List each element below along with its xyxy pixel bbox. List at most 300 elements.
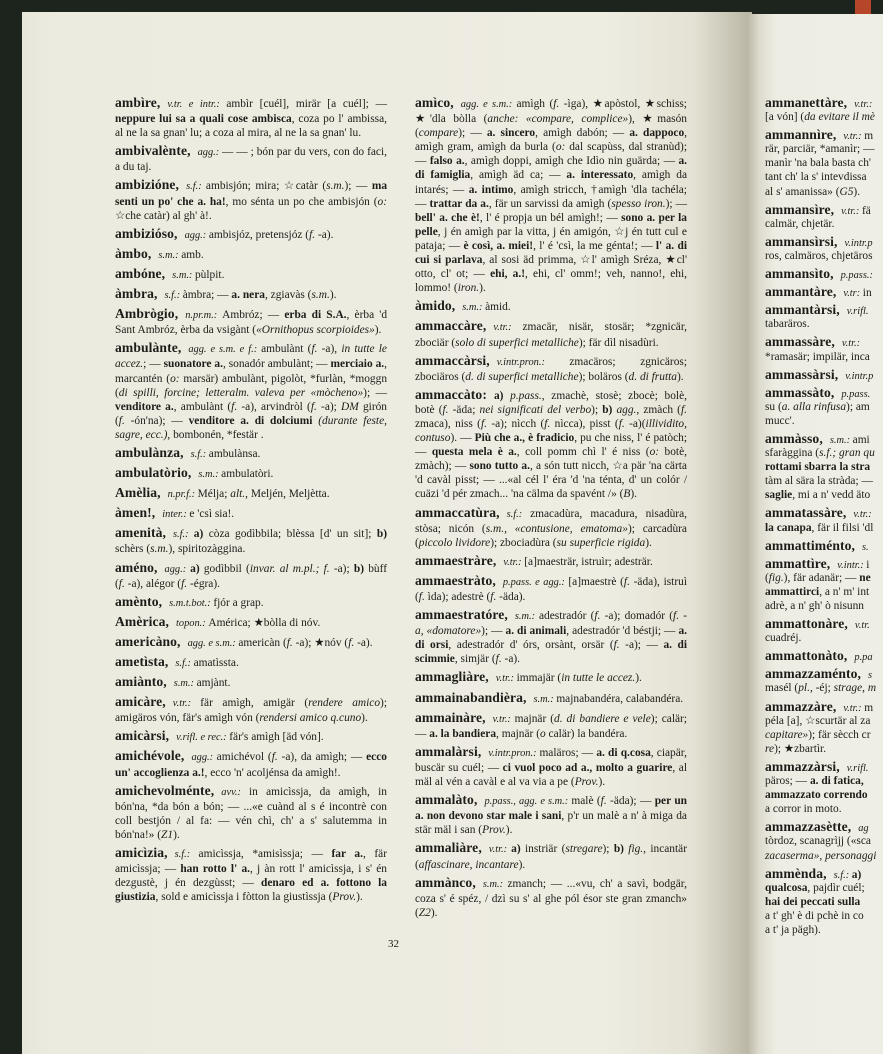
headword: ammazzasètte, — [765, 819, 852, 835]
text-line — [765, 585, 883, 599]
entry-text: tabaräros. — [765, 318, 810, 331]
text-line — [765, 203, 883, 217]
text-line — [765, 350, 883, 364]
entry-text: adestradór ( — [539, 610, 595, 623]
bold-phrase: a) — [851, 868, 862, 881]
entry-text: majnabandéra, calabandéra. — [556, 692, 684, 705]
entry-text: , a són tutt nicch, ☆a pär 'na cärta 'd cavàl pisst; — ...«al cél l' éra 'd 'na ténta, d' un colór / cuäzi 'd pér zmach... 'na cälma da spavént /» ( — [415, 460, 687, 501]
entry-text: ). — [676, 370, 684, 383]
bold-phrase: a. di orsi — [415, 625, 687, 652]
headword: ambulànza, — [115, 444, 184, 460]
headword: Amèlia, — [115, 485, 161, 501]
dictionary-entry — [115, 341, 387, 442]
headword: àmen!, — [115, 505, 156, 521]
dictionary-entry — [415, 388, 687, 502]
entry-text: maläros; — — [539, 746, 597, 759]
text-line — [765, 714, 883, 728]
part-of-speech: v.tr: — [843, 288, 863, 300]
text-line — [765, 760, 883, 774]
entry-text: , a n' m' int — [819, 585, 870, 598]
text-line — [765, 432, 883, 446]
entry-text: ambisjóz, pretensjóz ( — [208, 228, 310, 241]
italic-text: s.m. — [311, 289, 330, 302]
entry-text: [a]maestrè ( — [568, 575, 624, 588]
part-of-speech: v.intr.pron.: — [488, 747, 540, 759]
italic-text: s.m. — [150, 543, 169, 556]
text-line — [765, 649, 883, 663]
bold-phrase: b) — [376, 528, 387, 541]
part-of-speech: p.pass. e agg.: — [502, 576, 569, 588]
italic-text: f. — [442, 403, 449, 416]
italic-text: Z1 — [161, 828, 174, 841]
bold-phrase: han rotto l' a. — [180, 863, 250, 876]
entry-text: , coza po l' ambissa, al ne la sa gnan' lu; a coza al mira, al ne la sa gnan' lu. — [115, 113, 387, 140]
part-of-speech: agg.: — [164, 563, 191, 575]
dictionary-entry — [115, 526, 387, 556]
headword: ambizióne, — [115, 177, 180, 193]
bold-phrase: erba di S.A. — [284, 309, 347, 322]
headword: ammainabandièra, — [415, 689, 527, 705]
part-of-speech: v.rifl. e rec.: — [176, 732, 230, 744]
entry-text: ); fär sècch cr — [808, 728, 871, 741]
entry-text: amìgh ( — [516, 98, 554, 110]
part-of-speech: s.f.: — [173, 529, 194, 541]
entry-text: -äda; — [448, 403, 480, 416]
italic-text: in tutte le accez. — [561, 672, 636, 685]
entry-text: cuadréj. — [765, 632, 802, 645]
italic-text: o: — [170, 372, 184, 385]
entry-text: ros, calmäros, chjetäros — [765, 249, 873, 262]
entry-text: , fär il filsi 'dl — [811, 521, 874, 534]
bold-phrase: b) — [353, 562, 369, 575]
entry-text: , l' é propja un bél amìgh!; — — [479, 211, 622, 224]
headword: ammaccàto: — [415, 386, 487, 402]
entry-text: -ón'na); — — [124, 414, 189, 427]
italic-text: «Ornithopus scorpioides» — [256, 324, 375, 337]
italic-text: d. di bandiere e vele — [554, 712, 651, 725]
bookmark-tab — [855, 0, 871, 14]
italic-text: f. — [231, 400, 238, 413]
dictionary-entry — [115, 729, 387, 745]
italic-text: o: — [377, 195, 388, 208]
dictionary-entry — [115, 287, 387, 303]
italic-text: re — [765, 742, 775, 755]
dictionary-entry — [115, 144, 387, 174]
entry-text: amb. — [181, 248, 204, 261]
text-line — [765, 599, 883, 613]
bold-phrase: a. di q.cosa — [596, 746, 651, 759]
part-of-speech: agg.: — [184, 229, 209, 241]
part-of-speech: v.tr.: — [841, 338, 861, 350]
italic-text: f. — [600, 795, 607, 808]
part-of-speech: p.pa — [854, 652, 873, 664]
dictionary-entry — [115, 595, 387, 611]
entry-text: al s' amanissa» ( — [765, 185, 840, 198]
italic-text: f. — [418, 591, 425, 603]
italic-text: invar. al m.pl.; f. — [249, 562, 330, 575]
entry-text: àmid. — [485, 301, 511, 314]
entry-text: , ehi, cl' omm!; veh, nanno!, ehi, lommo! ( — [415, 268, 687, 295]
italic-text: f. — [309, 228, 316, 241]
headword: àmbra, — [115, 286, 158, 302]
headword: ammaestratóre, — [415, 607, 508, 623]
text-line — [765, 317, 883, 331]
entry-text: , fär un sarvissi da amìgh ( — [488, 197, 612, 210]
bold-phrase: a) — [193, 528, 209, 541]
bold-phrase: a. di famiglia — [415, 155, 687, 182]
bold-phrase: a. sincero — [486, 127, 536, 140]
entry-text: rär, parciär, *amanìr; — — [765, 143, 875, 156]
part-of-speech: s.m.: — [173, 678, 197, 690]
entry-text: -a)( — [624, 417, 646, 430]
italic-text: anche: «compare, complice» — [487, 113, 629, 126]
headword: ambivalènte, — [115, 143, 191, 159]
part-of-speech: s.m.: — [482, 878, 508, 890]
entry-text: ); — — [665, 197, 687, 210]
italic-text: nei significati del verbo — [479, 403, 592, 416]
entry-text: [a]maesträr, istruìr; adesträr. — [524, 555, 653, 568]
headword: ammannìre, — [765, 127, 837, 143]
dictionary-entry — [115, 675, 387, 691]
entry-text: ). — [356, 891, 363, 904]
italic-text: f. — [271, 751, 278, 764]
dictionary-entry — [415, 745, 687, 789]
part-of-speech: v.tr. e intr.: — [167, 99, 227, 110]
entry-text: mucc'. — [765, 414, 795, 427]
entry-text: , amìgh da intarés; — — [415, 169, 687, 196]
headword: ambulànte, — [115, 340, 182, 356]
entry-text: ). — [645, 536, 652, 549]
entry-text: -a); nìcch ( — [486, 417, 545, 430]
page-number: 32 — [388, 938, 399, 950]
bold-phrase: b) — [602, 403, 617, 416]
entry-text: -a); ★nóv ( — [292, 636, 349, 649]
part-of-speech: v.intr.p — [844, 237, 873, 249]
bold-phrase: ecco un' accoglienza a.! — [115, 751, 387, 779]
entry-text: -a), da amìgh; — — [277, 751, 367, 764]
entry-text: — — ; bón par du vers, con do faci, a du taj. — [115, 146, 387, 174]
entry-text: ). — [173, 828, 180, 841]
italic-text: f. — [495, 653, 502, 666]
entry-text: fä — [861, 204, 871, 217]
text-line — [765, 802, 883, 816]
bold-phrase: hai dei peccati sulla — [765, 895, 861, 908]
dictionary-entry — [115, 486, 387, 502]
entry-text: ). — [630, 488, 638, 501]
italic-text: f. — [623, 575, 630, 588]
entry-text: m — [864, 701, 874, 714]
bold-phrase: a) — [190, 562, 204, 575]
entry-text: tòrdoz, scanagrìjj («sca — [765, 835, 871, 848]
part-of-speech: ag — [858, 823, 869, 835]
bold-phrase: ne — [859, 571, 871, 584]
entry-text: , -éj; — [809, 682, 834, 695]
headword: ammènda, — [765, 865, 827, 881]
dictionary-entry — [415, 354, 687, 384]
entry-text: -a), arvindròl ( — [237, 400, 311, 413]
italic-text: capitare» — [765, 728, 809, 741]
entry-text: ); amigäros vón, fär's amìgh vón ( — [115, 697, 387, 725]
part-of-speech: s.m.: — [158, 249, 182, 261]
dictionary-entry — [115, 635, 387, 651]
entry-text: malè ( — [571, 795, 601, 808]
bold-phrase: a. di scimmie — [415, 639, 688, 666]
entry-text: , j én amìgh par la vitta, j én amigón, ☆j én tutt cul e pataja; — — [415, 225, 687, 252]
text-line — [765, 617, 883, 631]
entry-text: a corror in moto. — [765, 803, 842, 816]
headword: Ambrògio, — [115, 306, 179, 322]
headword: ambulatòrio, — [115, 465, 192, 481]
part-of-speech: agg. e s.m.: — [187, 637, 239, 649]
entry-text: , Meljén, Meljètta. — [245, 488, 330, 501]
dictionary-entry — [115, 96, 387, 140]
bold-phrase: trattar da a. — [429, 197, 489, 210]
entry-text: -égra). — [187, 577, 221, 590]
dictionary-entry — [115, 561, 387, 591]
headword: ammazzàre, — [765, 698, 837, 714]
italic-text: strage, m — [833, 682, 877, 695]
entry-text: marsär) ambulànt, pigolòt, *furlàn, *moggn ( — [115, 372, 388, 399]
dictionary-entry — [415, 574, 687, 604]
entry-text: , simjär ( — [454, 653, 496, 666]
headword: ammaestràre, — [415, 552, 497, 568]
text-line — [765, 834, 883, 848]
italic-text: Z2 — [418, 906, 431, 919]
bold-phrase: a. dappoco — [629, 127, 685, 140]
bold-phrase: suonatore a. — [163, 358, 223, 371]
headword: ambizióso, — [115, 225, 178, 241]
headword: amicàre, — [115, 694, 166, 710]
bold-phrase: a. nera — [231, 289, 265, 302]
entry-text: ☆che catàr) al gh' à!. — [115, 209, 212, 222]
bold-phrase: ci vuol poco ad a., molto a guarire — [502, 761, 673, 774]
italic-text: s.f.; gran qu — [819, 447, 875, 460]
text-line — [765, 571, 883, 585]
headword: ammatassàre, — [765, 505, 847, 521]
right-column — [765, 96, 883, 937]
bold-phrase: neppure lui sa a quali cose ambisca — [115, 113, 292, 126]
text-line — [765, 539, 883, 553]
italic-text: f. -a, «domatore» — [415, 610, 688, 638]
dictionary-entry — [415, 711, 687, 741]
headword: ammattonàre, — [765, 616, 848, 632]
headword: ammantàrsi, — [765, 302, 840, 318]
text-line — [765, 303, 883, 317]
dictionary-entry — [415, 691, 687, 707]
dictionary-entry — [115, 178, 387, 222]
text-line — [765, 128, 883, 142]
bold-phrase: bell' a. che è! — [415, 211, 480, 224]
entry-text: [a vón] ( — [765, 111, 805, 124]
headword: ammantàre, — [765, 284, 837, 300]
text-line — [765, 909, 883, 923]
entry-text: ). — [361, 712, 368, 725]
italic-text: f. — [118, 577, 125, 590]
part-of-speech: s.f.: — [190, 448, 209, 460]
headword: ammàsso, — [765, 430, 823, 446]
entry-text: ìda); adestrè ( — [424, 591, 491, 603]
text-line — [765, 521, 883, 535]
part-of-speech: s.m.t.bot.: — [169, 597, 214, 609]
part-of-speech: v.intr.pron.: — [496, 356, 570, 368]
part-of-speech: v.tr.: — [843, 702, 865, 714]
entry-text: in — [862, 287, 872, 300]
dictionary-entry — [415, 299, 687, 315]
entry-text: girón ( — [115, 400, 387, 427]
entry-text: ); calär; — — [415, 712, 688, 740]
entry-text: -äda), istruì ( — [415, 575, 688, 603]
entry-text: ); — [602, 843, 614, 856]
text-line — [765, 249, 883, 263]
italic-text: f. — [680, 403, 687, 416]
italic-text: iron. — [457, 282, 480, 295]
entry-text: e 'csì sia!. — [189, 508, 235, 521]
part-of-speech: agg. e s.m.: — [460, 99, 517, 110]
italic-text: solo di superfici metalliche — [455, 336, 579, 349]
dictionary-entry — [115, 784, 387, 842]
bold-phrase: venditore a. — [115, 400, 174, 413]
headword: ammattonàto, — [765, 648, 848, 664]
part-of-speech: agg.: — [197, 147, 222, 159]
entry-text: , fär amicìssja; — — [115, 848, 387, 876]
entry-text: , l' é 'csì, la me génta!; — — [533, 239, 656, 252]
italic-text: f. — [490, 591, 497, 603]
part-of-speech: s.f.: — [175, 658, 194, 669]
entry-text: ). — [430, 906, 438, 919]
part-of-speech: v.tr.: — [503, 556, 525, 568]
italic-text: piccolo lividore — [418, 536, 491, 549]
entry-text: godìbbil ( — [203, 562, 250, 575]
part-of-speech: p.pass. — [841, 388, 871, 400]
entry-text: majnär ( — [514, 712, 555, 725]
text-line — [765, 923, 883, 937]
headword: ammagliàre, — [415, 669, 489, 685]
text-line — [765, 285, 883, 299]
italic-text: in tutte le accez. — [115, 343, 387, 371]
entry-text: ami — [852, 433, 870, 446]
part-of-speech: p.pass.: — [840, 270, 873, 282]
part-of-speech: v.tr.: — [495, 673, 517, 685]
text-line — [765, 700, 883, 714]
entry-text: , sonadór ambulànt; — — [222, 358, 331, 371]
headword: ammaestràto, — [415, 572, 496, 588]
dictionary-entry — [415, 96, 687, 295]
part-of-speech: avv.: — [221, 786, 249, 798]
entry-text: -a); — [329, 562, 354, 575]
headword: amichévole, — [115, 748, 185, 764]
entry-text: còza godìbbila; blèssa [d' un sit]; — [208, 528, 377, 541]
text-line — [765, 557, 883, 571]
entry-text: -a), alégor ( — [124, 577, 182, 590]
entry-text: ); carcadùra ( — [415, 522, 687, 549]
middle-column — [415, 96, 687, 924]
bold-phrase: a. la bandiera — [429, 727, 497, 740]
headword: àmbo, — [115, 245, 152, 261]
italic-text: d. di frutta — [628, 370, 677, 383]
part-of-speech: v.tr.: — [488, 844, 512, 856]
entry-text: i — [866, 558, 870, 571]
entry-text: zmanch; — ...«vu, ch' a savì, bodgär, coza s' é spéz, / dzì su s' al ghe pól ésor ste gran zmanch» ( — [415, 877, 687, 919]
text-line — [765, 460, 883, 474]
bold-phrase: saglie — [765, 489, 793, 502]
dictionary-entry — [415, 876, 687, 920]
headword: ammaliàre, — [415, 840, 482, 856]
entry-text: dal scapùss, dal stranùd); — — [415, 141, 687, 168]
text-line — [765, 400, 883, 414]
entry-text: ambulànt ( — [261, 343, 312, 356]
entry-text: , bombonén, *festär . — [167, 428, 264, 441]
italic-text: f. — [348, 636, 355, 649]
part-of-speech: s.f.: — [506, 508, 531, 520]
italic-text: affascinare, incantare — [418, 858, 519, 871]
bold-phrase: venditore a. di dolciumi — [188, 414, 313, 427]
italic-text: f. — [118, 414, 125, 427]
italic-text: f. — [594, 610, 601, 623]
headword: amìco, — [415, 95, 454, 110]
entry-text: fär amìgh, amigär ( — [200, 697, 309, 710]
text-line — [765, 631, 883, 645]
part-of-speech: agg.: — [191, 752, 217, 764]
headword: ammalàto, — [415, 792, 478, 808]
entry-text: ). — [374, 324, 382, 337]
text-line — [765, 867, 883, 881]
entry-text: , amìgh stricch, †amìgh 'dla tachéla; — — [415, 183, 687, 210]
text-line — [765, 820, 883, 834]
italic-text: compare — [418, 127, 459, 140]
italic-text: f. — [311, 343, 318, 356]
bold-phrase: sono a. per la pelle — [415, 211, 687, 238]
entry-text: ( — [765, 571, 769, 584]
entry-text: -a). — [315, 228, 334, 241]
entry-text: zmacäros; zgnicäros; zbociäros ( — [415, 355, 687, 383]
entry-text: tant ch' la s' intevdissa — [765, 171, 867, 184]
entry-text: América; ★bòlla di nóv. — [208, 616, 321, 629]
entry-text: , zmàch ( — [636, 403, 681, 416]
text-line — [765, 156, 883, 170]
italic-text: f. — [553, 98, 560, 110]
entry-text: ambìr [cuél], mirär [a cuél]; — — [226, 98, 387, 110]
entry-text: ); am — [846, 400, 870, 413]
part-of-speech: s.m.: — [829, 434, 853, 446]
part-of-speech: v.rifl. — [846, 762, 869, 774]
entry-text: fjór a grap. — [213, 596, 264, 609]
text-line — [765, 185, 883, 199]
part-of-speech: v.tr.: — [843, 131, 865, 143]
bold-phrase: è così, a. miei! — [463, 239, 534, 252]
entry-text: , j àn rott l' amicìssja, i s' én dezgustè, j én dezgùsst; — — [115, 863, 388, 890]
entry-text: ambisjón; mira; ☆catàr ( — [205, 180, 327, 193]
part-of-speech: s.m.: — [533, 693, 557, 705]
entry-text: , sold e amicìssja i fòtton la giustìssja ( — [155, 891, 333, 904]
left-column — [115, 96, 387, 908]
part-of-speech: s.f.: — [186, 181, 206, 193]
headword: ammansìrsi, — [765, 233, 838, 249]
entry-text: , pajdìr cuél; — [807, 881, 865, 894]
entry-text: Ambróz; — — [222, 309, 285, 322]
dictionary-entry — [415, 506, 687, 550]
part-of-speech: v.rifl. — [846, 306, 869, 318]
entry-text: bùff ( — [115, 562, 387, 590]
headword: ammassàrsi, — [765, 366, 839, 382]
italic-text: Prov. — [482, 824, 506, 837]
italic-text: Prov. — [574, 776, 599, 789]
headword: ammaccàre, — [415, 318, 487, 334]
dictionary-entry — [115, 247, 387, 263]
bold-phrase: sono tutto a. — [469, 460, 530, 473]
entry-text: in amicìssja, da amìgh, in bón'na, *da bón a bón; — ...«e cuànd al s é incontrè con coll bestjón / al fa: — vén chì, ch' a s' salutemma in bón'na!» ( — [115, 785, 387, 841]
entry-text: tàm al sära la stràda; — — [765, 475, 873, 488]
italic-text: rendere amico — [308, 697, 381, 710]
